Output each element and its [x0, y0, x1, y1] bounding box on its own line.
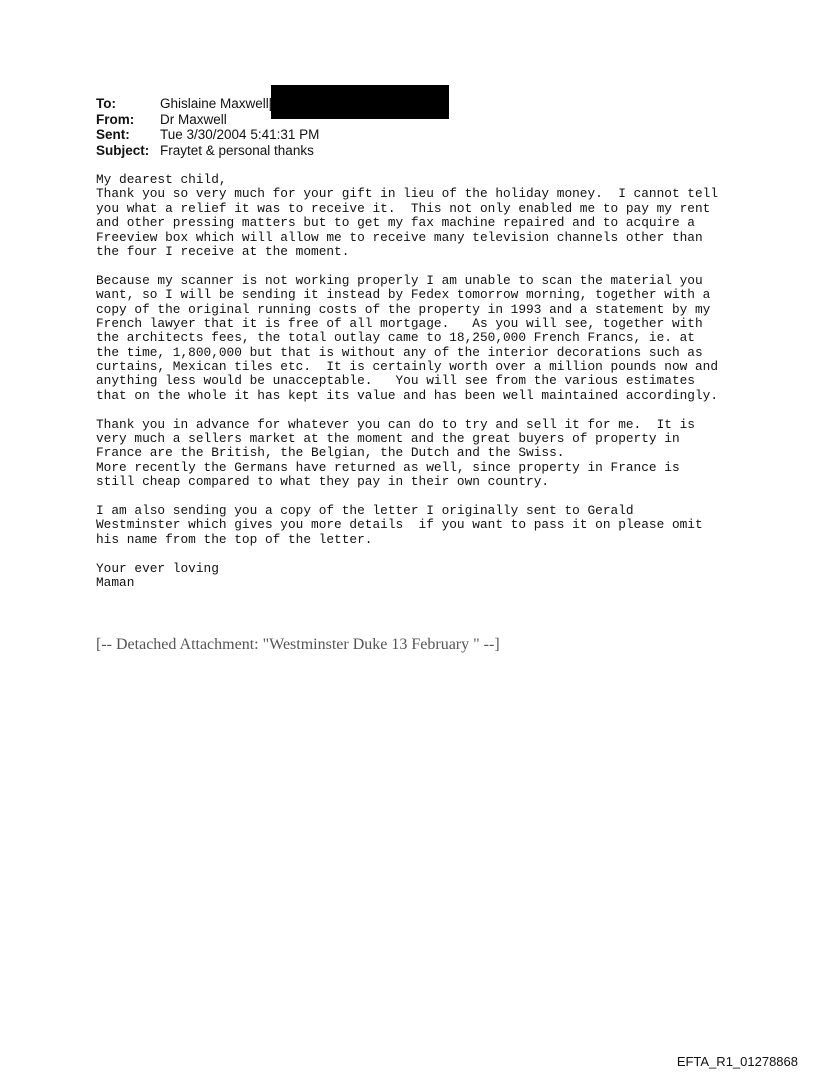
sent-value: Tue 3/30/2004 5:41:31 PM — [160, 127, 320, 142]
body-line: Your ever loving — [96, 560, 219, 576]
body-line: copy of the original running costs of the property in 1993 and a statement by my — [96, 301, 711, 317]
body-line: still cheap compared to what they pay in their own country. — [96, 474, 550, 490]
body-line: the architects fees, the total outlay came to 18,250,000 French Francs, ie. at — [96, 330, 695, 346]
body-line: Maman — [96, 574, 135, 590]
body-line: Because my scanner is not working properly I am unable to scan the material you — [96, 272, 703, 288]
body-line: his name from the top of the letter. — [96, 531, 373, 547]
body-line: the four I receive at the moment. — [96, 243, 350, 259]
subject-value: Fraytet & personal thanks — [160, 142, 314, 158]
attachment-note: [-- Detached Attachment: "Westminster Duke 13 February " --] — [96, 636, 500, 653]
sent-label: Sent: — [96, 127, 130, 142]
from-value: Dr Maxwell — [160, 111, 227, 127]
from-label: From: — [96, 111, 135, 127]
body-line: anything less would be unacceptable. You will see from the various estimates — [96, 373, 695, 389]
sent-row — [96, 127, 319, 143]
subject-row — [96, 143, 319, 159]
body-line: curtains, Mexican tiles etc. It is certainly worth over a million pounds now and — [96, 359, 719, 375]
body-line: want, so I will be sending it instead by Fedex tomorrow morning, together with a — [96, 287, 711, 303]
email-body — [96, 173, 718, 590]
body-line — [96, 403, 718, 417]
body-line: and other pressing matters but to get my fax machine repaired and to acquire a — [96, 215, 695, 231]
body-line: you what a relief it was to receive it. This not only enabled me to pay my rent — [96, 200, 711, 216]
body-line — [96, 547, 718, 561]
body-line: very much a sellers market at the moment and the great buyers of property in — [96, 431, 680, 447]
body-line — [96, 259, 718, 273]
body-line: Freeview box which will allow me to receive many television channels other than — [96, 229, 703, 245]
body-line — [96, 490, 718, 504]
to-label: To: — [96, 96, 116, 111]
body-line: My dearest child, — [96, 172, 227, 187]
to-row — [96, 96, 319, 112]
body-line: Thank you so very much for your gift in lieu of the holiday money. I cannot tell — [96, 186, 719, 202]
body-line: that on the whole it has kept its value and has been well maintained accordingly. — [96, 387, 719, 403]
body-line: Thank you in advance for whatever you can do to try and sell it for me. It is — [96, 416, 695, 432]
email-header — [96, 96, 319, 158]
to-value: Ghislaine Maxwell[ — [160, 96, 273, 111]
body-line: Westminster which gives you more details if you want to pass it on please omit — [96, 517, 703, 533]
body-line: the time, 1,800,000 but that is without any of the interior decorations such as — [96, 344, 703, 360]
body-line: I am also sending you a copy of the letter I originally sent to Gerald — [96, 502, 634, 518]
subject-label: Subject: — [96, 142, 150, 158]
body-line: French lawyer that it is free of all mortgage. As you will see, together with — [96, 315, 703, 331]
document-id: EFTA_R1_01278868 — [676, 1054, 798, 1069]
body-line: France are the British, the Belgian, the Dutch and the Swiss. — [96, 445, 565, 461]
from-row — [96, 112, 319, 128]
body-line: More recently the Germans have returned as well, since property in France is — [96, 459, 680, 475]
